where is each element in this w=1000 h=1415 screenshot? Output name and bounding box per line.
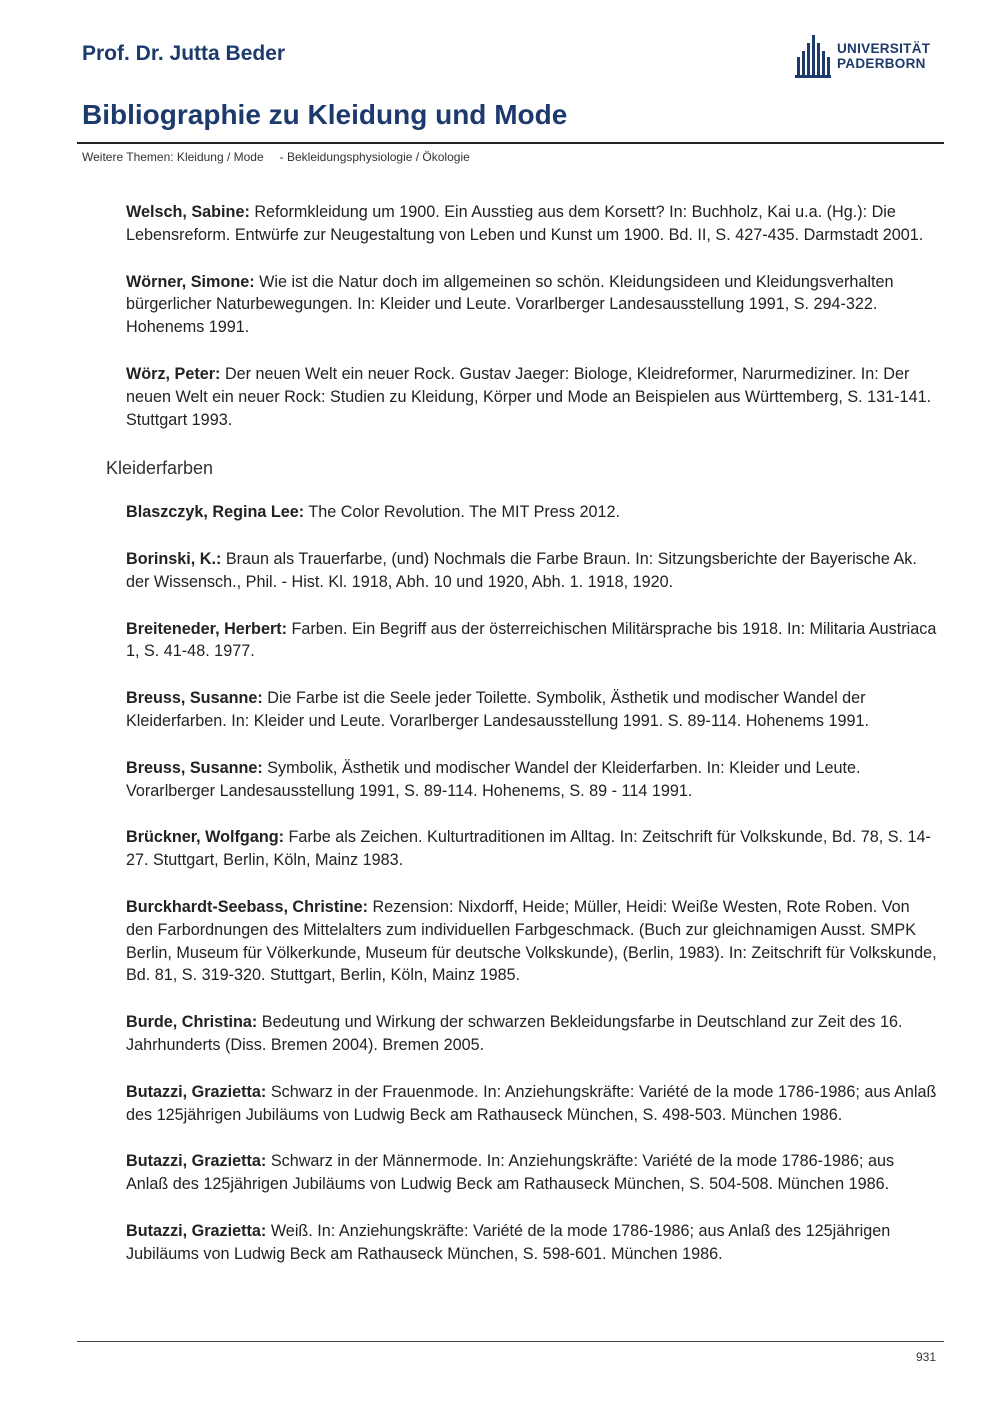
logo-line-2: PADERBORN	[837, 56, 926, 71]
entry-text: Schwarz in der Männermode. In: Anziehungskräfte: Variété de la mode 1786-1986; aus Anlaß des 125jährigen Jubiläums von Ludwig Beck am Rathauseck München, S. 504-508. München 1986.	[126, 1152, 895, 1194]
entry-text: Der neuen Welt ein neuer Rock. Gustav Jaeger: Biologe, Kleidreformer, Narurmediziner. In: Der neuen Welt ein neuer Rock: Studien zu Kleidung, Körper und Mode an Beispielen aus Württemberg, S. 131-141. Stuttgart 1993.	[126, 364, 932, 429]
entry-author: Breuss, Susanne:	[126, 758, 263, 777]
entry-text: Braun als Trauerfarbe, (und) Nochmals die Farbe Braun. In: Sitzungsberichte der Bayerische Ak. der Wissensch., Phil. - Hist. Kl. 1918, Abh. 10 und 1920, Abh. 1. 1918, 1920.	[126, 549, 917, 591]
bibliography-entry	[126, 826, 938, 872]
entry-author: Wörz, Peter:	[126, 364, 221, 383]
entry-author: Butazzi, Grazietta:	[126, 1152, 267, 1171]
entry-author: Borinski, K.:	[126, 549, 222, 568]
header-divider	[77, 142, 944, 144]
bibliography-entry	[126, 201, 938, 247]
document-title: Bibliographie zu Kleidung und Mode	[82, 99, 568, 130]
bibliography-content	[106, 201, 938, 1290]
entry-text: Schwarz in der Frauenmode. In: Anziehungskräfte: Variété de la mode 1786-1986; aus Anlaß des 125jährigen Jubiläums von Ludwig Beck am Rathauseck München, S. 498-503. München 1986.	[126, 1082, 937, 1124]
entry-text: The Color Revolution. The MIT Press 2012.	[304, 503, 620, 522]
university-logo	[794, 30, 944, 82]
topics-prefix: Weitere Themen: Kleidung / Mode	[82, 150, 264, 164]
bibliography-entry	[126, 1220, 938, 1266]
topics-item: - Bekleidungsphysiologie / Ökologie	[279, 150, 470, 164]
bibliography-entry	[126, 548, 938, 594]
entry-author: Blaszczyk, Regina Lee:	[126, 503, 305, 522]
entry-text: Symbolik, Ästhetik und modischer Wandel der Kleiderfarben. In: Kleider und Leute. Vorarlberger Landesausstellung 1991, S. 89-114. Hohenems, S. 89 - 114 1991.	[126, 758, 861, 800]
entry-text: Rezension: Nixdorff, Heide; Müller, Heidi: Weiße Westen, Rote Roben. Von den Farbordnungen des Mittelalters zum individuellen Farbgeschmack. (Buch zur gleichnamigen Ausst. SMPK Berlin, Museum für Völkerkunde, Museum für deutsche Volkskunde), (Berlin, 1983). In: Zeitschrift für Volkskunde, Bd. 81, S. 319-320. Stuttgart, Berlin, Köln, Mainz 1985.	[126, 897, 937, 985]
university-logo-icon	[794, 31, 832, 81]
bibliography-entry	[126, 1081, 938, 1127]
bibliography-entry	[126, 501, 938, 524]
related-topics	[82, 150, 470, 164]
bibliography-entry	[126, 896, 938, 987]
entry-author: Breiteneder, Herbert:	[126, 619, 288, 638]
bibliography-entry	[126, 1150, 938, 1196]
entry-author: Wörner, Simone:	[126, 272, 255, 291]
section-heading: Kleiderfarben	[106, 458, 214, 479]
entry-author: Butazzi, Grazietta:	[126, 1082, 267, 1101]
entry-text: Bedeutung und Wirkung der schwarzen Bekleidungsfarbe in Deutschland zur Zeit des 16. Jahrhunderts (Diss. Bremen 2004). Bremen 2005.	[126, 1013, 903, 1054]
entry-text: Farbe als Zeichen. Kulturtraditionen im Alltag. In: Zeitschrift für Volkskunde, Bd. 78, S. 14-27. Stuttgart, Berlin, Köln, Mainz 1983.	[126, 828, 931, 870]
entry-text: Wie ist die Natur doch im allgemeinen so schön. Kleidungsideen und Kleidungsverhalten bürgerlicher Naturbewegungen. In: Kleider und Leute. Vorarlberger Landesausstellung 1991, S. 294-322. Hohenems 1991.	[126, 272, 894, 337]
entry-author: Breuss, Susanne:	[126, 689, 263, 708]
entry-author: Burde, Christina:	[126, 1013, 258, 1032]
bibliography-entry	[126, 687, 938, 733]
entry-text: Farben. Ein Begriff aus der österreichischen Militärsprache bis 1918. In: Militaria Austriaca 1, S. 41-48. 1977.	[126, 619, 937, 661]
entry-text: Die Farbe ist die Seele jeder Toilette. Symbolik, Ästhetik und modischer Wandel der Kleiderfarben. In: Kleider und Leute. Vorarlberger Landesausstellung 1991. S. 89-114. Hohenems 1991.	[126, 689, 870, 730]
entry-author: Butazzi, Grazietta:	[126, 1221, 267, 1240]
entry-author: Burckhardt-Seebass, Christine:	[126, 897, 368, 916]
bibliography-entry	[126, 271, 938, 339]
page-number: 931	[915, 1350, 936, 1364]
entry-text: Reformkleidung um 1900. Ein Ausstieg aus dem Korsett? In: Buchholz, Kai u.a. (Hg.): Die Lebensreform. Entwürfe zur Neugestaltung von Leben und Kunst um 1900. Bd. II, S. 427-435. Darmstadt 2001.	[126, 203, 924, 244]
bibliography-entry	[126, 1011, 938, 1057]
logo-line-1: UNIVERSITÄT	[837, 41, 931, 56]
entry-text: Weiß. In: Anziehungskräfte: Variété de la mode 1786-1986; aus Anlaß des 125jährigen Jubiläums von Ludwig Beck am Rathauseck München, S. 598-601. München 1986.	[126, 1221, 891, 1263]
university-logo-text	[837, 41, 930, 71]
bibliography-entry	[126, 363, 938, 431]
author-name: Prof. Dr. Jutta Beder	[82, 42, 286, 65]
entry-author: Brückner, Wolfgang:	[126, 828, 284, 847]
bibliography-entry	[126, 618, 938, 664]
bibliography-entry	[126, 757, 938, 803]
entry-author: Welsch, Sabine:	[126, 203, 250, 221]
footer-divider	[77, 1341, 944, 1342]
